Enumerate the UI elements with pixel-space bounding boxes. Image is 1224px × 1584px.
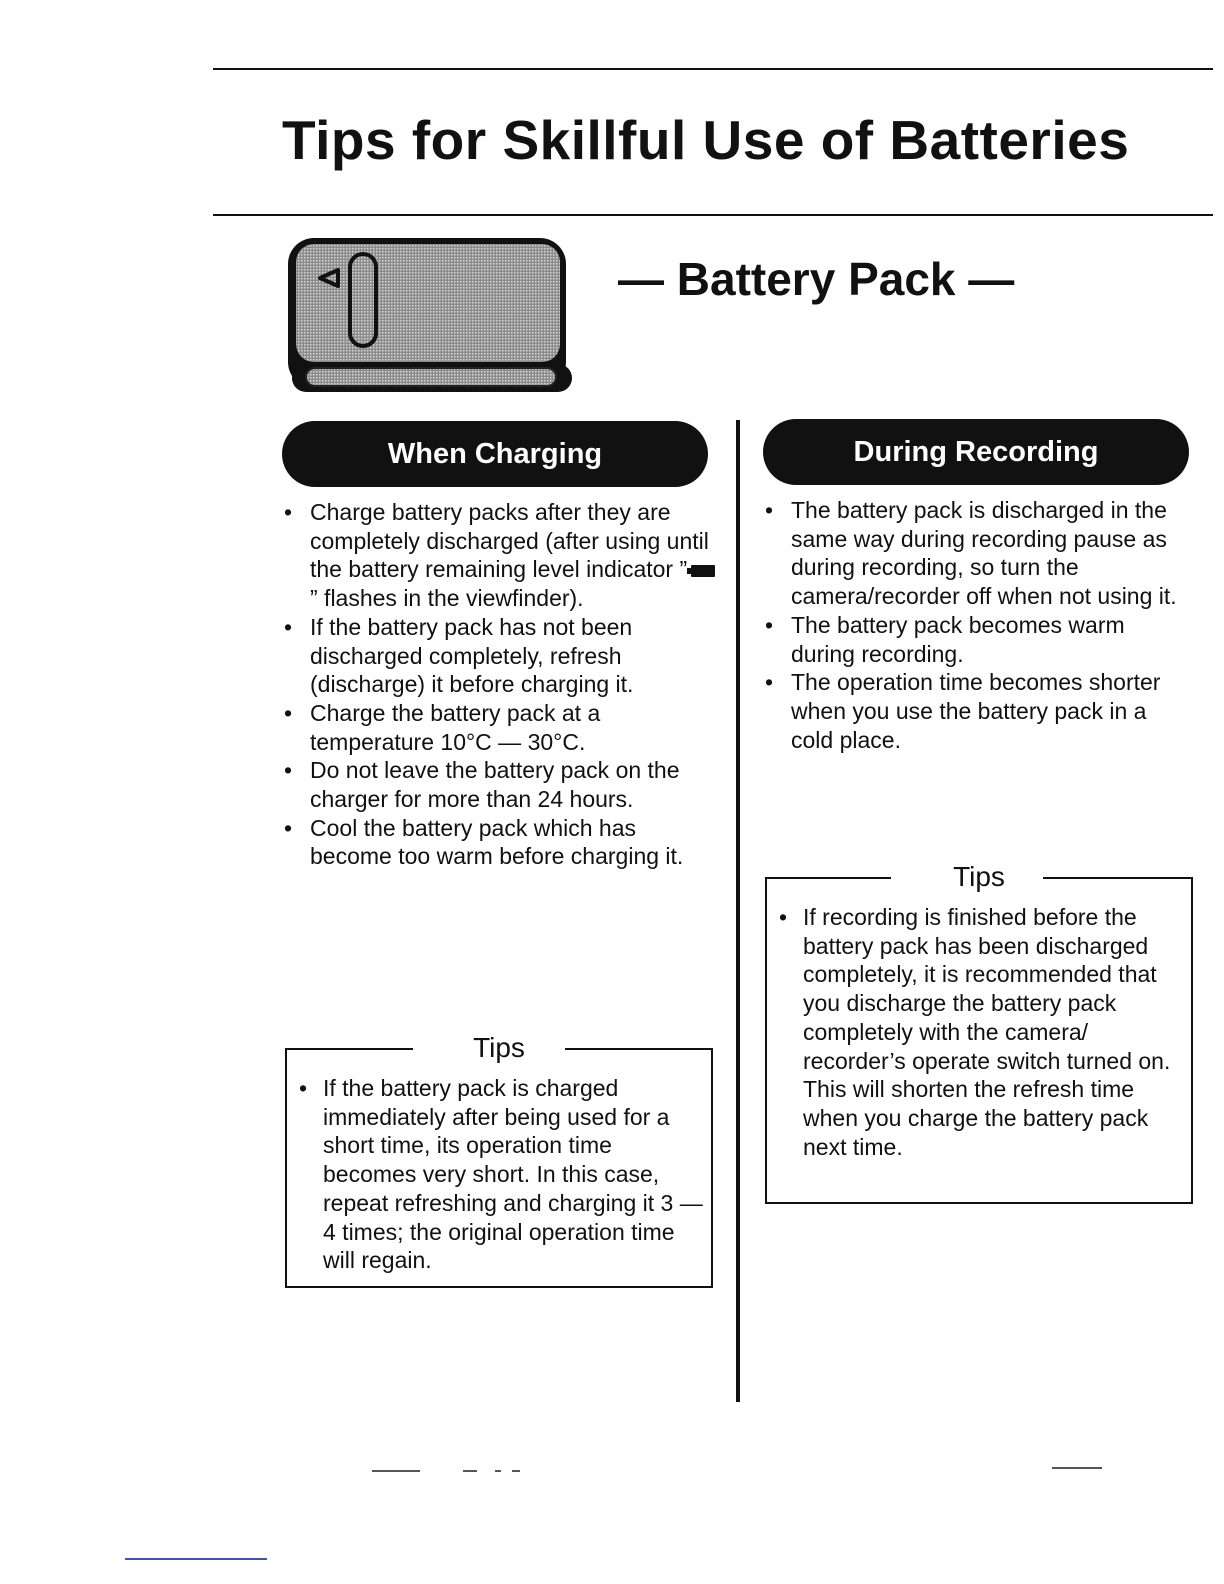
tips-label: Tips — [917, 859, 1041, 895]
scan-artifact — [372, 1470, 420, 1472]
list-item: • Charge the battery pack at a temperature 10°C — 30°C. — [282, 699, 722, 756]
section-title: — Battery Pack — — [618, 253, 1015, 305]
tip-item: • If recording is finished before the battery pack has been discharged completely, it is recommended that you discharge the battery pack completely with the camera/ recorder’s operate switch turned on. This will shorten the refresh time when you charge the battery pack next time. — [777, 903, 1189, 1161]
battery-pack-illustration — [286, 236, 574, 396]
tips-list — [297, 1074, 707, 1275]
scan-artifact — [1052, 1467, 1102, 1469]
list-item-text: Charge battery packs after they are completely discharged (after using until the battery remaining level indicator ” — [310, 499, 709, 583]
recording-tips-box — [765, 861, 1193, 1204]
list-item: • The battery pack is discharged in the same way during recording pause as during recording, so turn the camera/recorder off when not using it. — [763, 496, 1193, 611]
column-divider — [736, 420, 740, 1402]
charging-list — [282, 498, 722, 871]
charging-tips-box — [285, 1032, 713, 1288]
list-item: • The battery pack becomes warm during recording. — [763, 611, 1193, 668]
tip-item: • If the battery pack is charged immediately after being used for a short time, its operation time becomes very short. In this case, repeat refreshing and charging it 3 — 4 times; the original operation time will regain. — [297, 1074, 707, 1275]
list-item: • Cool the battery pack which has become too warm before charging it. — [282, 814, 722, 871]
tips-border — [767, 877, 891, 879]
tips-border — [565, 1048, 711, 1050]
when-charging-heading: When Charging — [282, 421, 708, 487]
page-title: Tips for Skillful Use of Batteries — [282, 109, 1130, 171]
scan-artifact — [463, 1470, 477, 1472]
tips-label: Tips — [437, 1030, 561, 1066]
list-item: • The operation time becomes shorter when you use the battery pack in a cold place. — [763, 668, 1193, 754]
tips-border — [1043, 877, 1191, 879]
scan-artifact — [125, 1558, 267, 1560]
scan-artifact — [495, 1470, 501, 1472]
list-item: • Do not leave the battery pack on the charger for more than 24 hours. — [282, 756, 722, 813]
top-rule — [213, 68, 1213, 70]
battery-level-indicator-icon — [691, 565, 715, 577]
scan-artifact — [512, 1470, 520, 1472]
list-item: • If the battery pack has not been discharged completely, refresh (discharge) it before charging it. — [282, 613, 722, 699]
list-item-text: ” flashes in the viewfinder). — [310, 585, 584, 612]
recording-list — [763, 496, 1193, 754]
list-item — [282, 498, 722, 613]
during-recording-heading: During Recording — [763, 419, 1189, 485]
title-rule — [213, 214, 1213, 216]
tips-list — [777, 903, 1189, 1161]
tips-border — [287, 1048, 413, 1050]
